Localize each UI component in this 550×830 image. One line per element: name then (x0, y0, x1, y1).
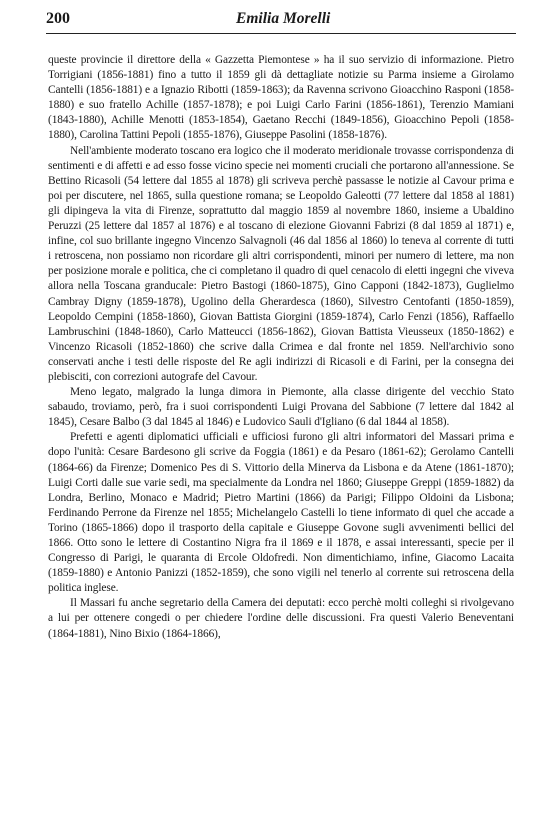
page-header (46, 10, 516, 32)
paragraph-5: Il Massari fu anche segretario della Camera dei deputati: ecco perchè molti colleghi si rivolgevano a lui per ottenere congedi o per chiedere l'ordine delle discussioni. Fra questi Valerio Beneventani (1864-1881), Nino Bixio (1864-1866), (48, 597, 514, 640)
page-number: 200 (46, 10, 70, 27)
running-title: Emilia Morelli (236, 10, 331, 27)
paragraph-4: Prefetti e agenti diplomatici ufficiali e ufficiosi furono gli altri informatori del Massari prima e dopo l'unità: Cesare Bardesono gli scrive da Foggia (1861) e da Pesaro (1861-62); Gerolamo Cantelli (1864-66) da Firenze; Domenico Pes di S. Vittorio della Minerva da Lisbona e da Atene (1861-1870); Luigi Corti dalle sue varie sedi, ma specialmente da Londra nel 1860; Giuseppe Greppi (1859-1882) da Londra, Berlino, Monaco e Madrid; Pietro Martini (1866) da Parigi; Filippo Oldoini da Lisbona; Ferdinando Perrone da Firenze nel 1855; Michelangelo Castelli lo tiene informato di quel che accade a Torino (1865-1866) dopo il trasporto della capitale e Giuseppe Govone sugli avvenimenti bellici del 1866. Otto sono le lettere di Costantino Nigra fra il 1869 e il 1878, e assai interessanti, specie per il Congresso di Parigi, le quaranta di Ercole Oldofredi. Non dimentichiamo, infine, Giacomo Lacaita (1859-1880) e Antonio Panizzi (1852-1859), che sono vigili nel tenerlo al corrente sui retroscena della politica inglese. (48, 431, 514, 595)
header-rule (46, 33, 516, 34)
paragraph-1: queste provincie il direttore della « Gazzetta Piemontese » ha il suo servizio di informazione. Pietro Torrigiani (1856-1881) fino a tutto il 1859 gli dà dettagliate notizie su Parma insieme a Girolamo Cantelli (1856-1881) e a Ignazio Ribotti (1859-1863); da Ravenna scrivono Gioacchino Rasponi (1858-1880) e suo fratello Achille (1857-1878); e poi Luigi Carlo Farini (1856-1861), Terenzio Mamiani (1843-1880), Achille Menotti (1853-1854), Gaetano Recchi (1849-1856), Gioacchino Pepoli (1858-1880), Carolina Tattini Pepoli (1855-1876), Giuseppe Pasolini (1858-1876). (48, 54, 514, 142)
paragraph-2: Nell'ambiente moderato toscano era logico che il moderato meridionale trovasse corrispondenza di sentimenti e di affetti e ad esso fosse vicino specie nei momenti cruciali che portarono all'annessione. Se Bettino Ricasoli (54 lettere dal 1855 al 1878) gli scriveva perchè passasse le notizie al Cavour prima e poi per discutere, nel 1865, sulla questione romana; se Leopoldo Galeotti (77 lettere dal 1858 al 1881) gli dipingeva la vita di Firenze, soprattutto dal maggio 1859 al novembre 1860, insieme a Ubaldino Peruzzi (25 lettere dal 1857 al 1876) e al toscano di elezione Giovanni Fabrizi (8 dal 1859 al 1871) e, infine, col suo brillante ingegno Vincenzo Salvagnoli (46 dal 1856 al 1860) lo teneva al corrente di tutti i retroscena, non possiamo non ricordare gli altri corrispondenti, minori per numero di lettere, ma non per posizione morale e politica, che ci completano il quadro di quel cenacolo di eletti ingegni che viveva allora nella Toscana granducale: Pietro Bastogi (1860-1875), Gino Capponi (1842-1873), Guglielmo Cambray Digny (1859-1878), Ugolino della Gherardesca (1860), Silvestro Centofanti (1850-1859), Leopoldo Cempini (1858-1860), Giovan Battista Giorgini (1859-1874), Carlo Fenzi (1856), Raffaello Lambruschini (1848-1860), Carlo Matteucci (1856-1862), Giovan Battista Vieusseux (1850-1862) e Vincenzo Ricasoli (1852-1860) che scrive dalla Crimea e dal fronte nel 1859. Nell'archivio sono conservati anche i testi delle risposte del Re agli indirizzi di Ricasoli e di Farini, per la consegna dei plebisciti, con correzioni autografe del Cavour. (48, 144, 514, 383)
paragraph-3: Meno legato, malgrado la lunga dimora in Piemonte, alla classe dirigente del vecchio Stato sabaudo, troviamo, però, fra i suoi corrispondenti Luigi Provana del Sabbione (7 lettere dal 1842 al 1845), Cesare Balbo (3 dal 1845 al 1846) e Ludovico Sauli d'Igliano (6 dal 1844 al 1858). (48, 386, 514, 429)
main-text (48, 53, 514, 642)
